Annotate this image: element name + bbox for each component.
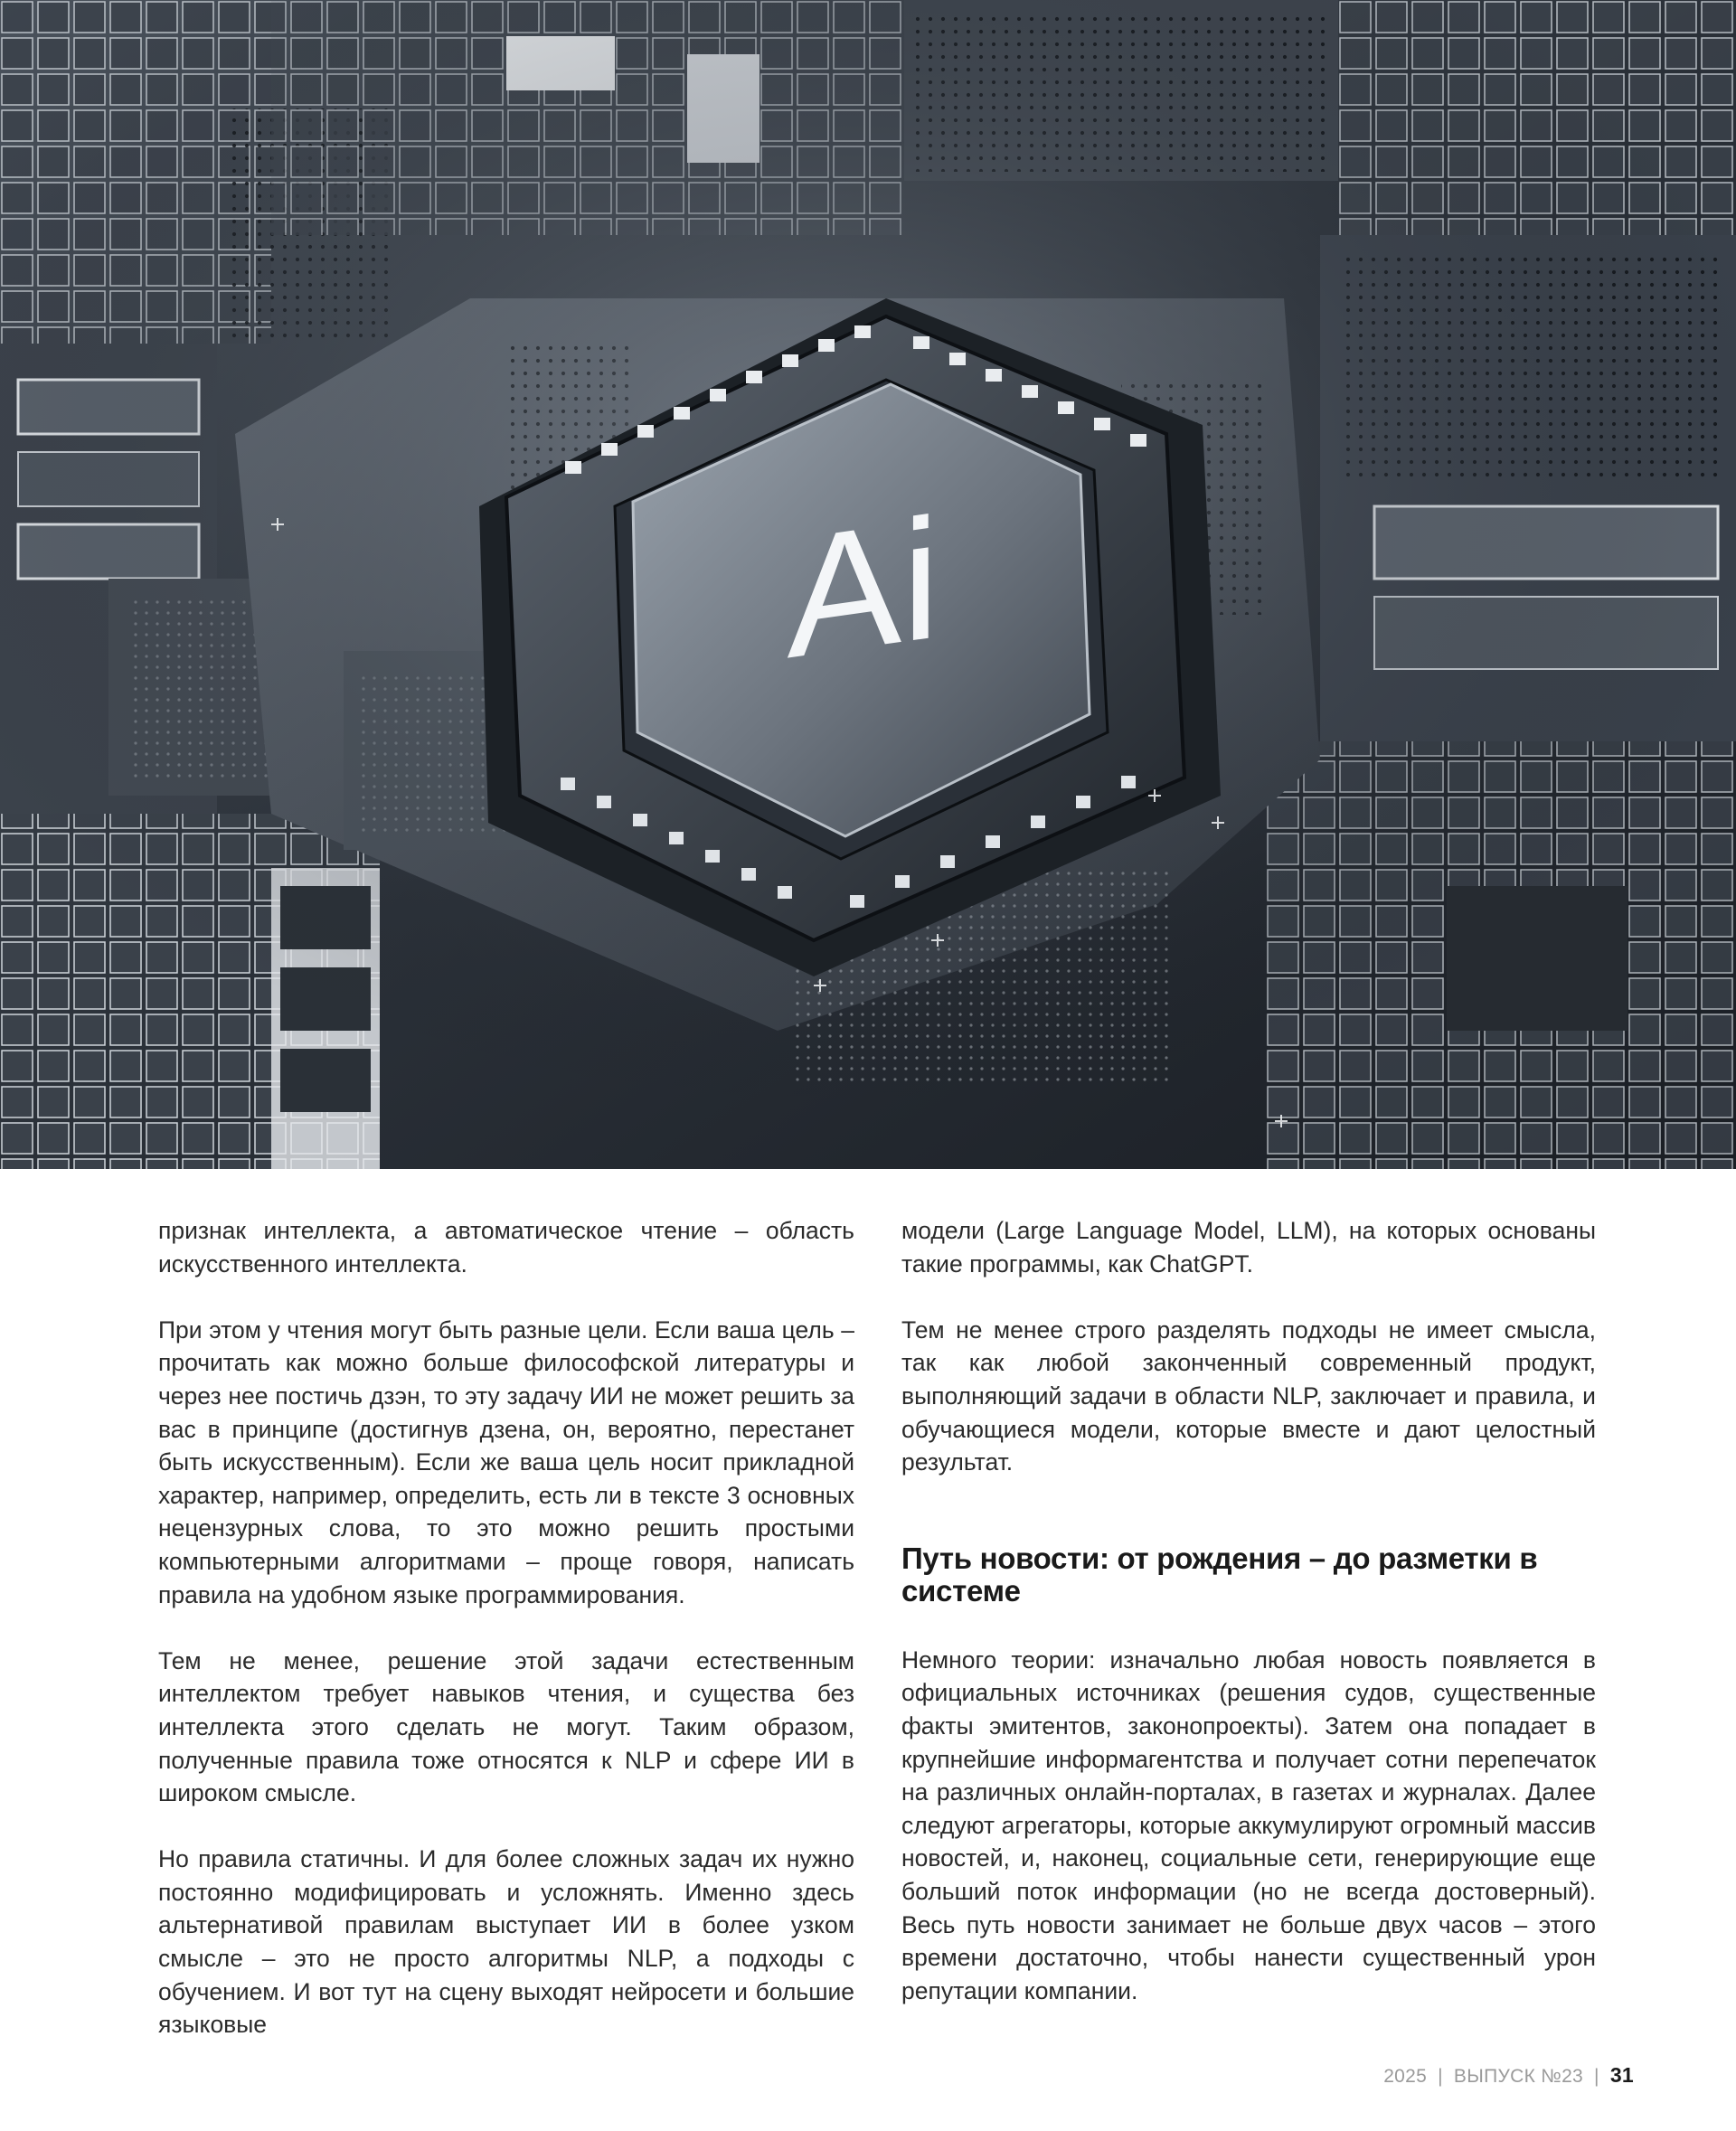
paragraph: Тем не менее, решение этой задачи естественным интеллектом требует навыков чтения, и существа без интеллекта этого сделать не могут. Таким образом, полученные правила тоже относятся к NLP и сфере ИИ в широком смысле.	[158, 1646, 854, 1807]
paragraph: Но правила статичны. И для более сложных задач их нужно постоянно модифицировать и усложнять. Именно здесь альтернативой правилам выступает ИИ в более узком смысле – это не просто алгоритмы NLP, а подходы с обучением. И вот тут на сцену выходят нейросети и большие языковые	[158, 1845, 854, 2039]
article-left-column	[158, 1214, 854, 2041]
paragraph: Тем не менее строго разделять подходы не имеет смысла, так как любой законченный современный продукт, выполняющий задачи в области NLP, заключает и правила, и обучающиеся модели, которые вместе и дают целостный результат.	[901, 1315, 1596, 1476]
section-heading: Путь новости: от рождения – до разметки в системе	[901, 1541, 1538, 1608]
paragraph: Немного теории: изначально любая новость появляется в официальных источниках (решения судов, существенные факты эмитентов, законопроекты). Затем она попадает в крупнейшие информагентства и получает сотни перепечаток на различных онлайн-порталах, в газетах и журналах. Далее следуют агрегаторы, которые аккумулируют огромный массив новостей, и, наконец, социальные сети, генерирующие еще больший поток информации (но не всегда достоверный). Весь путь новости занимает не больше двух часов – этого времени достаточно, чтобы нанести существенный урон репутации компании.	[901, 1645, 1596, 2004]
page-number: 31	[1609, 2063, 1634, 2087]
paragraph: При этом у чтения могут быть разные цели. Если ваша цель – прочитать как можно больше философской литературы и через нее постичь дзэн, то эту задачу ИИ не может решить за вас в принципе (достигнув дзена, он, вероятно, перестанет быть искусственным). Если же ваша цель носит прикладной характер, например, определить, есть ли в тексте 3 основных нецензурных слова, то это можно решить простыми компьютерными алгоритмами – проще говоря, написать правила на удобном языке программирования.	[158, 1315, 854, 1608]
article-right-column	[901, 1214, 1596, 2007]
paragraph: признак интеллекта, а автоматическое чтение – область искусственного интеллекта.	[158, 1217, 854, 1278]
page-footer	[1383, 2063, 1634, 2088]
footer-separator: |	[1594, 2066, 1599, 2087]
chip-label: Ai	[787, 481, 940, 695]
footer-year: 2025	[1383, 2066, 1428, 2087]
footer-separator: |	[1438, 2066, 1443, 2087]
footer-issue: ВЫПУСК №23	[1453, 2066, 1584, 2087]
paragraph: модели (Large Language Model, LLM), на которых основаны такие программы, как ChatGPT.	[901, 1217, 1596, 1278]
